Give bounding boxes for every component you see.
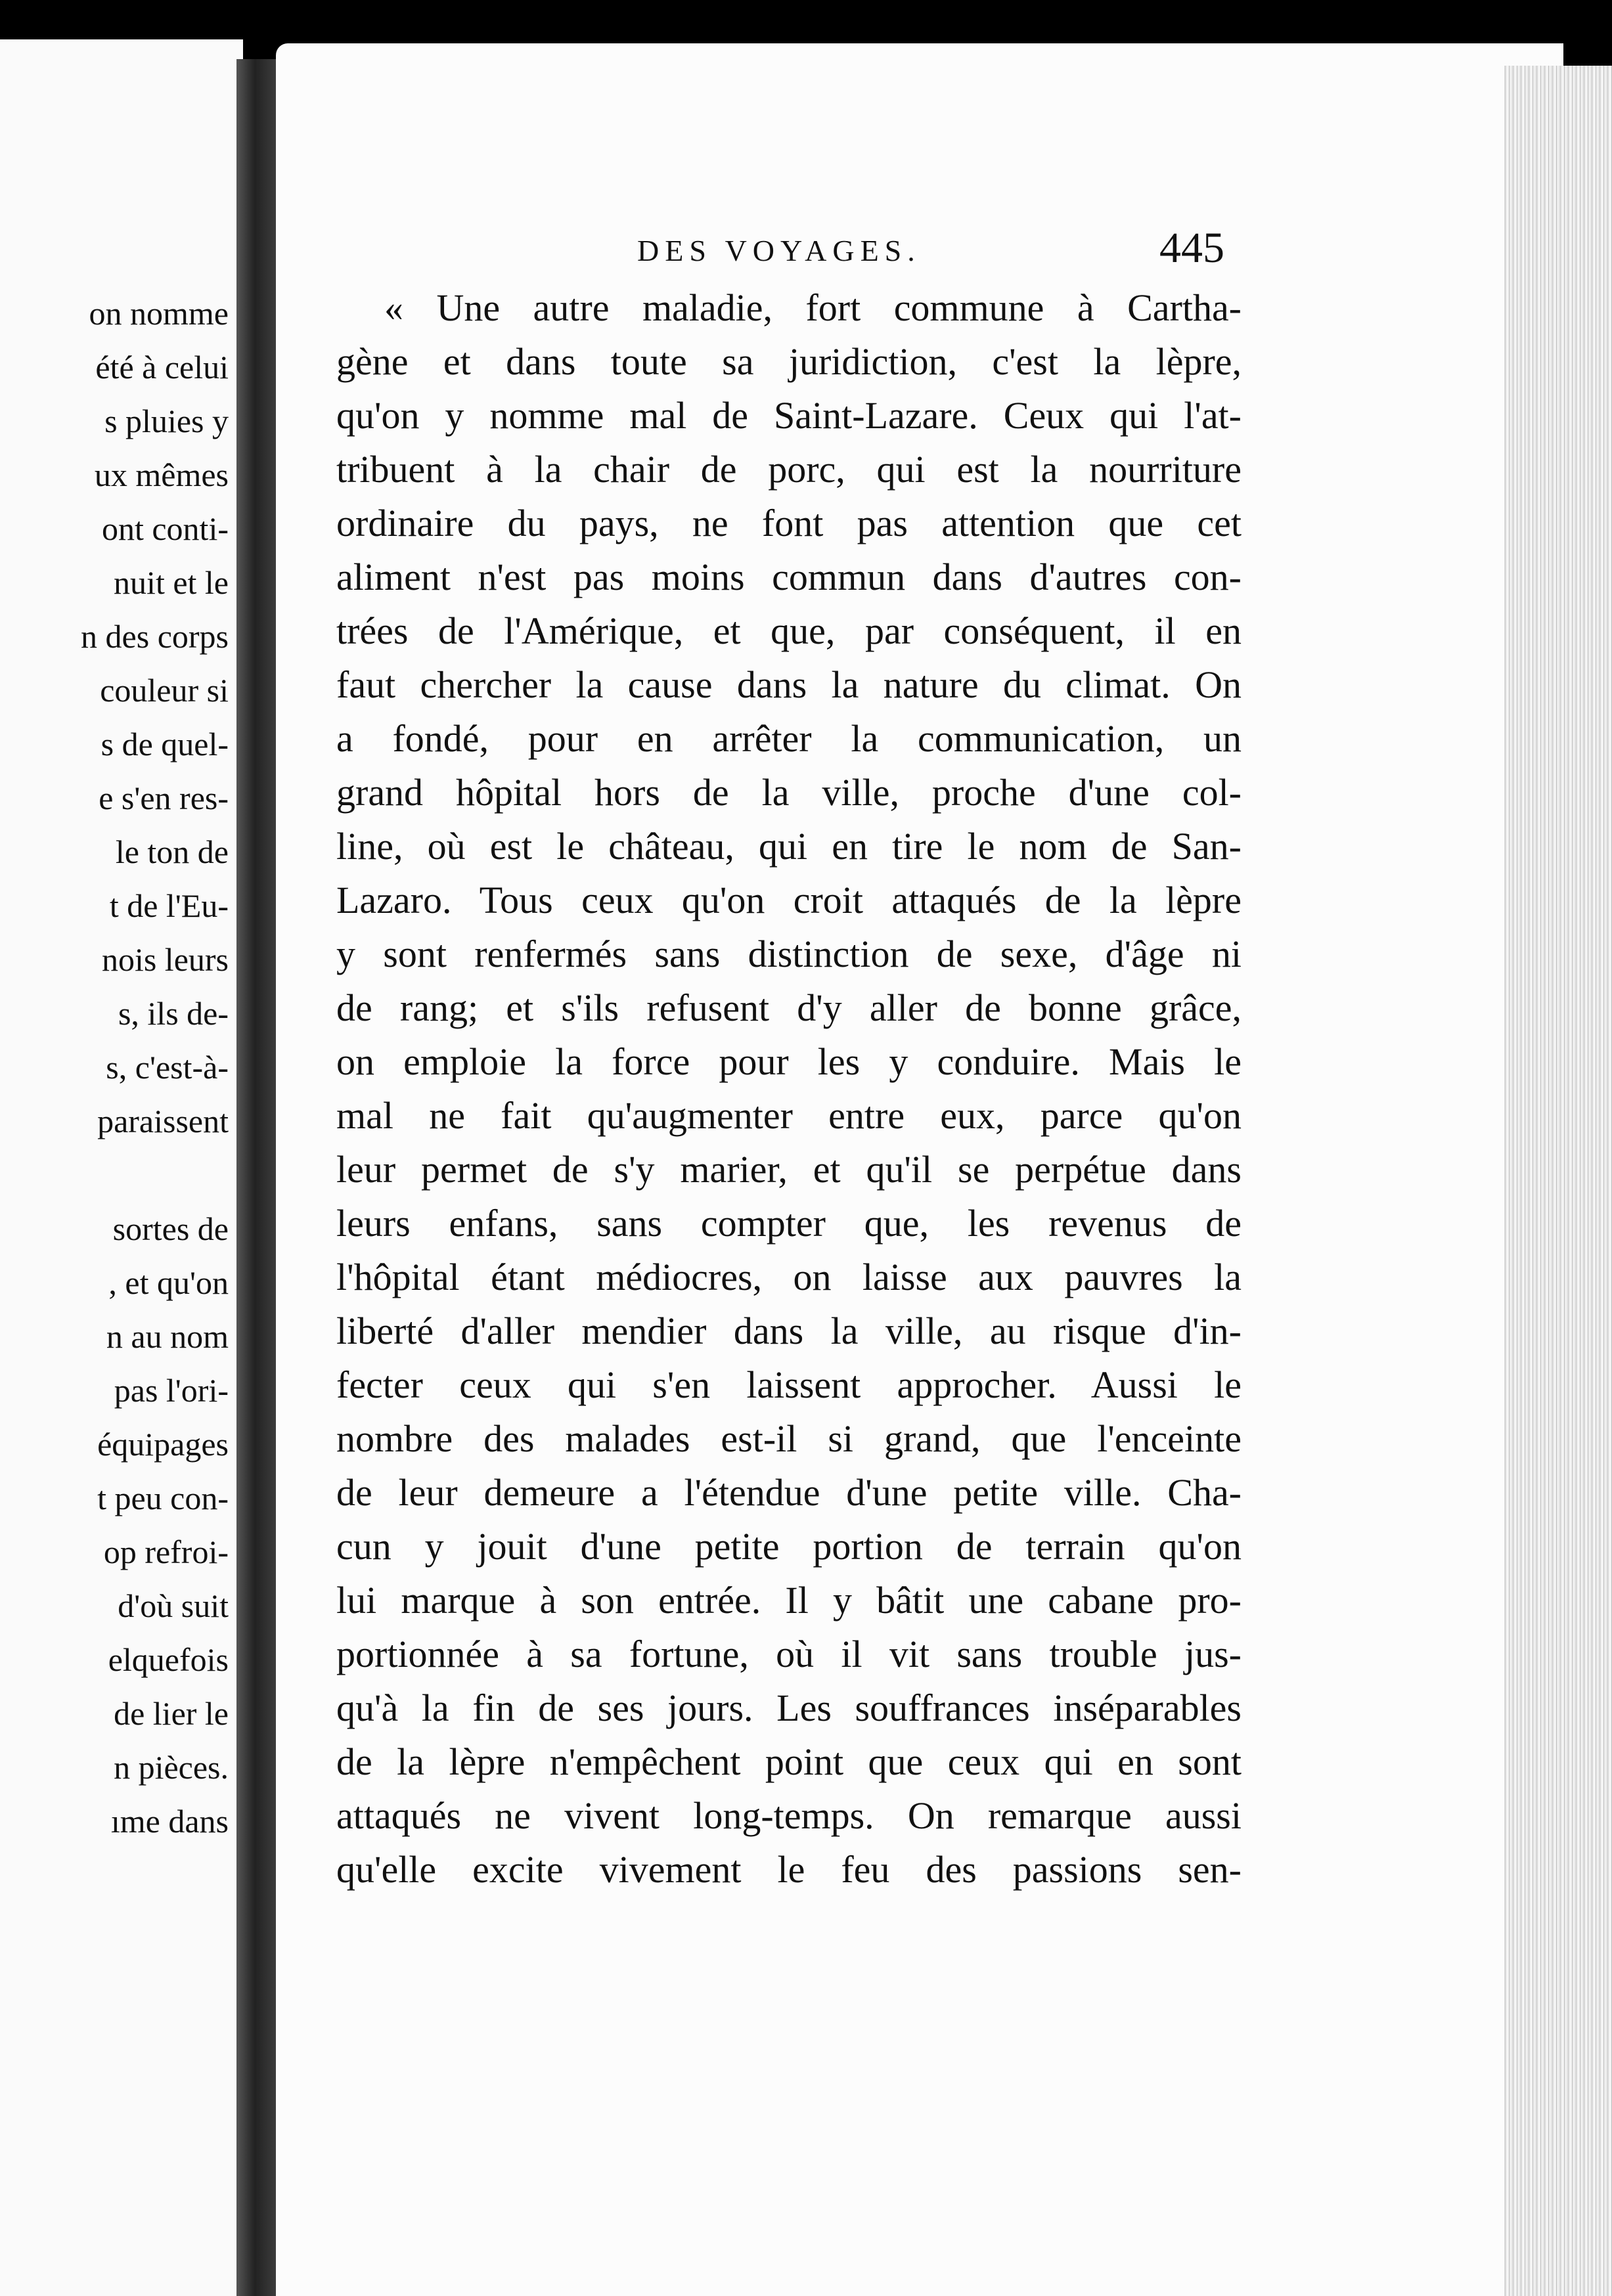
- left-page-line: nois leurs: [101, 941, 229, 978]
- left-page-line: paraissent: [97, 1103, 229, 1139]
- body-text-line: leurs enfans, sans compter que, les revenus de: [336, 1202, 1242, 1245]
- left-page-line: s de quel-: [101, 726, 229, 762]
- body-text-line: mal ne fait qu'augmenter entre eux, parce qu'on: [336, 1094, 1242, 1137]
- body-text-line: faut chercher la cause dans la nature du climat. On: [336, 663, 1242, 706]
- left-page-line: , et qu'on: [108, 1264, 229, 1301]
- body-text-line: a fondé, pour en arrêter la communication, un: [336, 717, 1242, 760]
- body-text-line: aliment n'est pas moins commun dans d'autres con-: [336, 556, 1242, 598]
- body-text-line: lui marque à son entrée. Il y bâtit une cabane pro-: [336, 1579, 1242, 1622]
- page-fore-edge: [1504, 66, 1612, 2296]
- body-text-line: « Une autre maladie, fort commune à Cartha-: [384, 286, 1242, 329]
- body-text-line: grand hôpital hors de la ville, proche d'une col-: [336, 771, 1242, 814]
- left-page-line: de lier le: [114, 1695, 229, 1732]
- left-page-line: elquefois: [108, 1641, 229, 1678]
- left-page-line: s, ils de-: [118, 995, 229, 1032]
- body-text-line: liberté d'aller mendier dans la ville, au risque d'in-: [336, 1310, 1242, 1352]
- body-text-line: attaqués ne vivent long-temps. On remarque aussi: [336, 1794, 1242, 1837]
- left-page-line: n pièces.: [114, 1749, 229, 1786]
- body-text-line: y sont renfermés sans distinction de sexe, d'âge ni: [336, 933, 1242, 975]
- body-text-line: de rang; et s'ils refusent d'y aller de bonne grâce,: [336, 986, 1242, 1029]
- body-text-line: portionnée à sa fortune, où il vit sans trouble jus-: [336, 1633, 1242, 1675]
- body-text-line: on emploie la force pour les y conduire. Mais le: [336, 1040, 1242, 1083]
- body-text-line: qu'à la fin de ses jours. Les souffrances inséparables: [336, 1687, 1242, 1729]
- left-page-line: s, c'est-à-: [106, 1049, 229, 1086]
- left-page-line: sortes de: [112, 1210, 229, 1247]
- left-page-line: on nomme: [89, 295, 229, 332]
- running-head: DES VOYAGES.: [637, 234, 921, 267]
- left-page-line: t peu con-: [97, 1480, 229, 1516]
- left-page-line: le ton de: [115, 833, 229, 870]
- body-text-line: Lazaro. Tous ceux qu'on croit attaqués de la lèpre: [336, 879, 1242, 921]
- left-page-line: s pluies y: [104, 403, 229, 439]
- body-text-line: cun y jouit d'une petite portion de terrain qu'on: [336, 1525, 1242, 1568]
- body-text-line: qu'elle excite vivement le feu des passions sen-: [336, 1848, 1242, 1891]
- body-text-line: tribuent à la chair de porc, qui est la nourriture: [336, 448, 1242, 491]
- left-page: [0, 39, 243, 2296]
- body-text-line: fecter ceux qui s'en laissent approcher. Aussi le: [336, 1363, 1242, 1406]
- body-text-line: line, où est le château, qui en tire le nom de San-: [336, 825, 1242, 868]
- left-page-line: été à celui: [95, 349, 229, 386]
- left-page-line: t de l'Eu-: [109, 887, 229, 924]
- left-page-line: op refroi-: [103, 1534, 229, 1570]
- left-page-line: ıme dans: [110, 1803, 229, 1840]
- left-page-line: e s'en res-: [99, 780, 229, 816]
- left-page-line: ux mêmes: [94, 456, 229, 493]
- left-page-line: couleur si: [100, 672, 229, 709]
- body-text-line: gène et dans toute sa juridiction, c'est la lèpre,: [336, 340, 1242, 383]
- body-text-line: qu'on y nomme mal de Saint-Lazare. Ceux qui l'at-: [336, 394, 1242, 437]
- body-text-line: ordinaire du pays, ne font pas attention que cet: [336, 502, 1242, 544]
- left-page-line: d'où suit: [118, 1587, 229, 1624]
- left-page-line: pas l'ori-: [114, 1372, 229, 1409]
- left-page-line: n au nom: [106, 1318, 229, 1355]
- body-text-line: de la lèpre n'empêchent point que ceux qui en sont: [336, 1740, 1242, 1783]
- page-number: 445: [1159, 224, 1224, 272]
- body-text-line: trées de l'Amérique, et que, par conséquent, il en: [336, 609, 1242, 652]
- body-text-line: leur permet de s'y marier, et qu'il se perpétue dans: [336, 1148, 1242, 1191]
- left-page-line: ont conti-: [101, 510, 229, 547]
- body-text-line: nombre des malades est-il si grand, que l'enceinte: [336, 1417, 1242, 1460]
- left-page-line: nuit et le: [114, 564, 229, 601]
- body-text-line: l'hôpital étant médiocres, on laisse aux pauvres la: [336, 1256, 1242, 1298]
- left-page-line: équipages: [97, 1426, 229, 1463]
- left-page-line: n des corps: [81, 618, 229, 655]
- body-text-line: de leur demeure a l'étendue d'une petite ville. Cha-: [336, 1471, 1242, 1514]
